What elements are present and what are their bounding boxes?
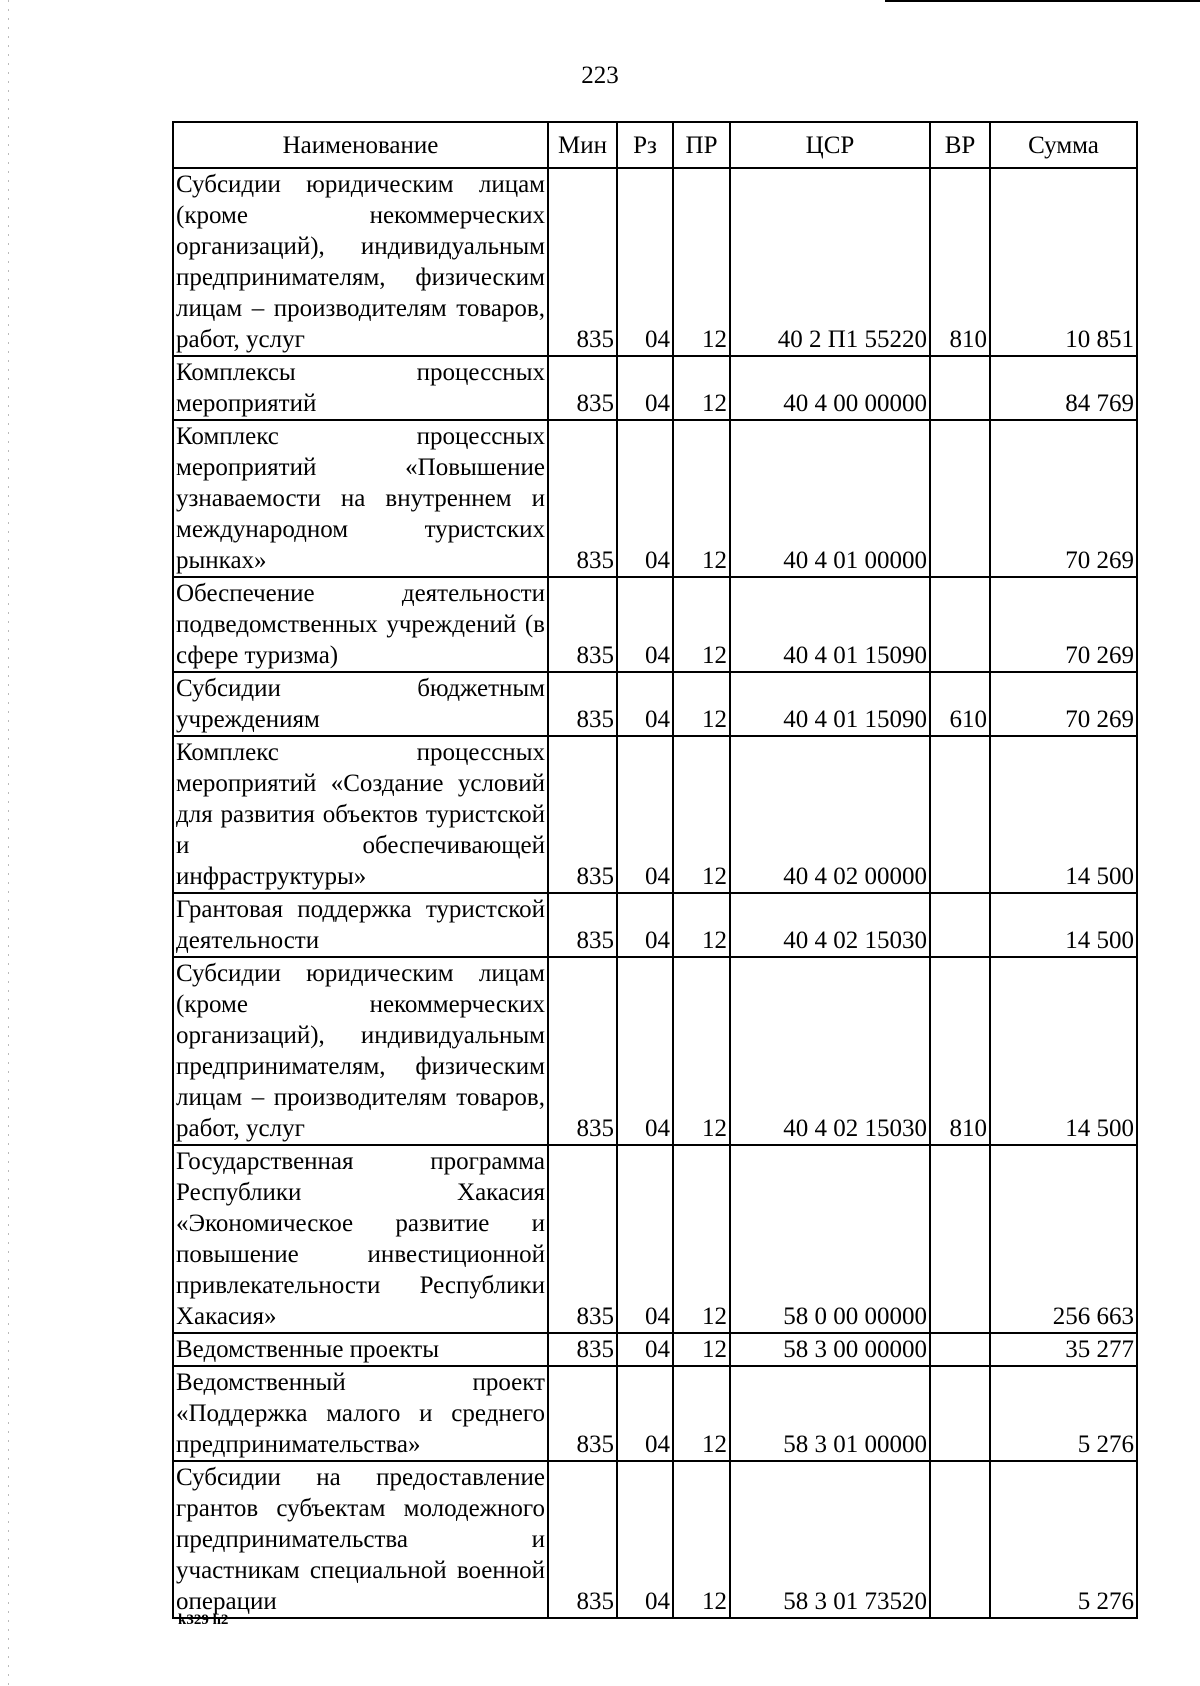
table-row [173, 736, 1137, 893]
row-min: 835 [548, 1461, 617, 1618]
row-sum: 5 276 [990, 1366, 1137, 1461]
table-row [173, 577, 1137, 672]
row-rz: 04 [617, 420, 673, 577]
row-vr [930, 1333, 990, 1366]
row-min: 835 [548, 420, 617, 577]
row-min: 835 [548, 1333, 617, 1366]
row-rz: 04 [617, 168, 673, 356]
row-pr: 12 [673, 957, 730, 1145]
header-pr: ПР [673, 122, 730, 168]
row-min: 835 [548, 736, 617, 893]
footer-code: k329 h2 [178, 1612, 229, 1628]
row-csr: 40 4 02 00000 [730, 736, 930, 893]
row-name: Государственная программа Республики Хакасия «Экономическое развитие и повышение инвестиционной привлекательности Республики Хакасия» [173, 1145, 548, 1333]
table-row [173, 1461, 1137, 1618]
row-rz: 04 [617, 1145, 673, 1333]
row-rz: 04 [617, 1366, 673, 1461]
row-name: Комплексы процессных мероприятий [173, 356, 548, 420]
row-rz: 04 [617, 957, 673, 1145]
row-sum: 5 276 [990, 1461, 1137, 1618]
header-sum: Сумма [990, 122, 1137, 168]
row-csr: 40 4 02 15030 [730, 957, 930, 1145]
row-rz: 04 [617, 356, 673, 420]
header-vr: ВР [930, 122, 990, 168]
row-sum: 14 500 [990, 893, 1137, 957]
row-rz: 04 [617, 893, 673, 957]
table-row [173, 1366, 1137, 1461]
row-rz: 04 [617, 577, 673, 672]
header-csr: ЦСР [730, 122, 930, 168]
row-rz: 04 [617, 1461, 673, 1618]
row-pr: 12 [673, 1333, 730, 1366]
row-rz: 04 [617, 672, 673, 736]
row-sum: 10 851 [990, 168, 1137, 356]
row-min: 835 [548, 672, 617, 736]
row-sum: 70 269 [990, 577, 1137, 672]
header-rz: Рз [617, 122, 673, 168]
row-rz: 04 [617, 736, 673, 893]
row-min: 835 [548, 577, 617, 672]
table-row [173, 893, 1137, 957]
row-vr: 810 [930, 957, 990, 1145]
row-min: 835 [548, 168, 617, 356]
page-top-edge [885, 0, 1200, 2]
row-vr [930, 1366, 990, 1461]
row-csr: 40 4 00 00000 [730, 356, 930, 420]
header-min: Мин [548, 122, 617, 168]
page-left-edge [8, 0, 9, 1686]
row-pr: 12 [673, 736, 730, 893]
row-sum: 14 500 [990, 736, 1137, 893]
row-name: Субсидии на предоставление грантов субъектам молодежного предпринимательства и участникам специальной военной операции [173, 1461, 548, 1618]
row-name: Комплекс процессных мероприятий «Повышение узнаваемости на внутреннем и международном туристских рынках» [173, 420, 548, 577]
table-header-row [173, 122, 1137, 168]
table-row [173, 957, 1137, 1145]
row-csr: 40 4 01 15090 [730, 577, 930, 672]
row-sum: 256 663 [990, 1145, 1137, 1333]
row-csr: 40 4 01 15090 [730, 672, 930, 736]
row-vr [930, 736, 990, 893]
row-name: Субсидии бюджетным учреждениям [173, 672, 548, 736]
row-name: Ведомственные проекты [173, 1333, 548, 1366]
row-csr: 40 4 02 15030 [730, 893, 930, 957]
row-vr [930, 577, 990, 672]
row-sum: 70 269 [990, 672, 1137, 736]
row-sum: 84 769 [990, 356, 1137, 420]
table-row [173, 356, 1137, 420]
row-pr: 12 [673, 420, 730, 577]
page-number: 223 [581, 62, 619, 89]
table-row [173, 168, 1137, 356]
row-vr [930, 1145, 990, 1333]
row-pr: 12 [673, 1145, 730, 1333]
table-row [173, 1145, 1137, 1333]
row-min: 835 [548, 1366, 617, 1461]
row-vr [930, 420, 990, 577]
row-vr: 610 [930, 672, 990, 736]
row-csr: 58 3 01 73520 [730, 1461, 930, 1618]
row-name: Ведомственный проект «Поддержка малого и среднего предпринимательства» [173, 1366, 548, 1461]
row-sum: 70 269 [990, 420, 1137, 577]
row-name: Субсидии юридическим лицам (кроме некоммерческих организаций), индивидуальным предпринимателям, физическим лицам – производителям товаров, работ, услуг [173, 168, 548, 356]
row-min: 835 [548, 1145, 617, 1333]
row-min: 835 [548, 893, 617, 957]
row-pr: 12 [673, 168, 730, 356]
table-row [173, 1333, 1137, 1366]
row-csr: 58 0 00 00000 [730, 1145, 930, 1333]
row-pr: 12 [673, 356, 730, 420]
row-vr: 810 [930, 168, 990, 356]
row-pr: 12 [673, 577, 730, 672]
row-name: Комплекс процессных мероприятий «Создание условий для развития объектов туристской и обеспечивающей инфраструктуры» [173, 736, 548, 893]
row-sum: 14 500 [990, 957, 1137, 1145]
row-rz: 04 [617, 1333, 673, 1366]
row-name: Обеспечение деятельности подведомственных учреждений (в сфере туризма) [173, 577, 548, 672]
row-csr: 40 2 П1 55220 [730, 168, 930, 356]
row-name: Субсидии юридическим лицам (кроме некоммерческих организаций), индивидуальным предпринимателям, физическим лицам – производителям товаров, работ, услуг [173, 957, 548, 1145]
table-row [173, 672, 1137, 736]
row-pr: 12 [673, 672, 730, 736]
row-min: 835 [548, 356, 617, 420]
row-pr: 12 [673, 1366, 730, 1461]
row-min: 835 [548, 957, 617, 1145]
row-pr: 12 [673, 1461, 730, 1618]
row-vr [930, 893, 990, 957]
row-vr [930, 356, 990, 420]
header-name: Наименование [173, 122, 548, 168]
row-pr: 12 [673, 893, 730, 957]
row-vr [930, 1461, 990, 1618]
row-sum: 35 277 [990, 1333, 1137, 1366]
row-name: Грантовая поддержка туристской деятельности [173, 893, 548, 957]
budget-table [172, 121, 1138, 1619]
table-row [173, 420, 1137, 577]
row-csr: 58 3 00 00000 [730, 1333, 930, 1366]
row-csr: 58 3 01 00000 [730, 1366, 930, 1461]
row-csr: 40 4 01 00000 [730, 420, 930, 577]
